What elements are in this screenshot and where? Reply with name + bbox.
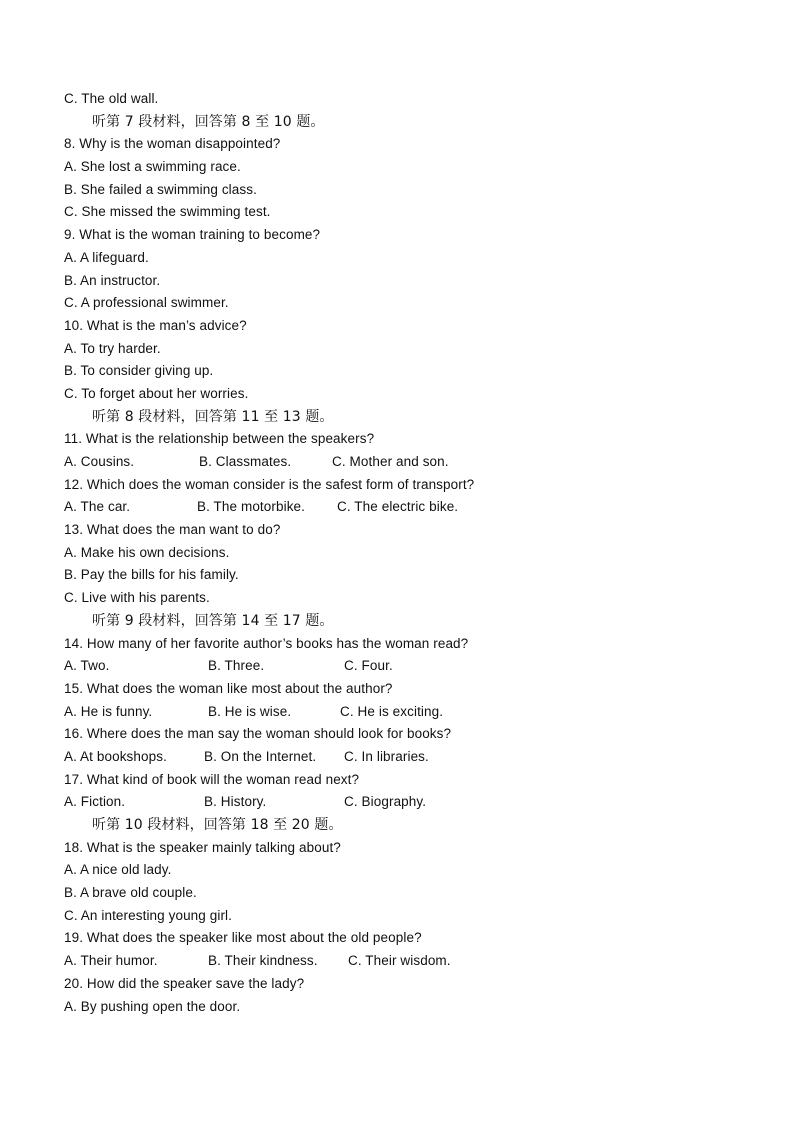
options-row bbox=[64, 950, 764, 973]
option-text: C. She missed the swimming test. bbox=[64, 204, 271, 220]
question-text: 18. What is the speaker mainly talking about? bbox=[64, 839, 341, 855]
options-row bbox=[64, 655, 764, 678]
option-a: A. Their humor. bbox=[64, 953, 158, 969]
option-c: C. Biography. bbox=[344, 794, 427, 810]
option-text: A. She lost a swimming race. bbox=[64, 159, 241, 175]
question-text: 19. What does the speaker like most about the old people? bbox=[64, 930, 422, 946]
options-row bbox=[64, 746, 764, 769]
option-text: B. A brave old couple. bbox=[64, 885, 197, 901]
section-instruction: 听第 8 段材料，回答第 11 至 13 题。 bbox=[92, 408, 334, 425]
option-c: C. In libraries. bbox=[344, 748, 429, 764]
option-b: B. He is wise. bbox=[208, 703, 292, 719]
option-text: A. By pushing open the door. bbox=[64, 998, 241, 1014]
option-text: C. To forget about her worries. bbox=[64, 385, 249, 401]
question-text: 13. What does the man want to do? bbox=[64, 522, 281, 538]
document-page bbox=[64, 88, 764, 1018]
option-text: B. To consider giving up. bbox=[64, 363, 214, 379]
option-a: A. Two. bbox=[64, 658, 110, 674]
option-text: B. An instructor. bbox=[64, 272, 161, 288]
option-b: B. Their kindness. bbox=[208, 953, 318, 969]
question-text: 20. How did the speaker save the lady? bbox=[64, 975, 305, 991]
question-text: 15. What does the woman like most about the author? bbox=[64, 680, 393, 696]
option-a: A. The car. bbox=[64, 499, 131, 515]
option-a: A. Fiction. bbox=[64, 794, 126, 810]
option-text: C. The old wall. bbox=[64, 91, 159, 106]
question-text: 11. What is the relationship between the speakers? bbox=[64, 431, 375, 447]
option-b: B. History. bbox=[204, 794, 267, 810]
options-row bbox=[64, 701, 764, 724]
question-text: 14. How many of her favorite author’s books has the woman read? bbox=[64, 635, 469, 651]
option-text: C. An interesting young girl. bbox=[64, 907, 232, 923]
option-text: A. A nice old lady. bbox=[64, 862, 172, 878]
option-b: B. On the Internet. bbox=[204, 748, 317, 764]
question-text: 8. Why is the woman disappointed? bbox=[64, 136, 281, 152]
option-b: B. Classmates. bbox=[199, 454, 292, 469]
option-a: A. At bookshops. bbox=[64, 748, 167, 764]
option-text: C. A professional swimmer. bbox=[64, 295, 229, 311]
option-text: C. Live with his parents. bbox=[64, 590, 210, 606]
question-text: 12. Which does the woman consider is the safest form of transport? bbox=[64, 476, 475, 492]
option-b: B. The motorbike. bbox=[197, 499, 305, 515]
option-c: C. Four. bbox=[344, 658, 393, 674]
option-a: A. Cousins. bbox=[64, 454, 135, 469]
option-text: B. She failed a swimming class. bbox=[64, 181, 257, 197]
option-c: C. Their wisdom. bbox=[348, 953, 451, 969]
question-text: 16. Where does the man say the woman should look for books? bbox=[64, 726, 452, 742]
question-text: 17. What kind of book will the woman read next? bbox=[64, 771, 360, 787]
section-instruction: 听第 9 段材料，回答第 14 至 17 题。 bbox=[92, 612, 334, 629]
option-c: C. He is exciting. bbox=[340, 703, 444, 719]
options-row bbox=[64, 496, 764, 519]
option-b: B. Three. bbox=[208, 658, 265, 674]
option-c: C. The electric bike. bbox=[337, 499, 459, 515]
option-a: A. He is funny. bbox=[64, 703, 153, 719]
option-text: B. Pay the bills for his family. bbox=[64, 567, 239, 583]
option-text: A. Make his own decisions. bbox=[64, 544, 230, 560]
options-row bbox=[64, 451, 764, 474]
option-c: C. Mother and son. bbox=[332, 454, 449, 469]
section-instruction: 听第 7 段材料，回答第 8 至 10 题。 bbox=[92, 113, 325, 130]
option-text: A. A lifeguard. bbox=[64, 249, 149, 265]
options-row bbox=[64, 791, 764, 814]
question-text: 10. What is the man’s advice? bbox=[64, 317, 247, 333]
option-text: A. To try harder. bbox=[64, 340, 161, 356]
section-instruction: 听第 10 段材料，回答第 18 至 20 题。 bbox=[92, 817, 343, 833]
question-text: 9. What is the woman training to become? bbox=[64, 227, 321, 243]
